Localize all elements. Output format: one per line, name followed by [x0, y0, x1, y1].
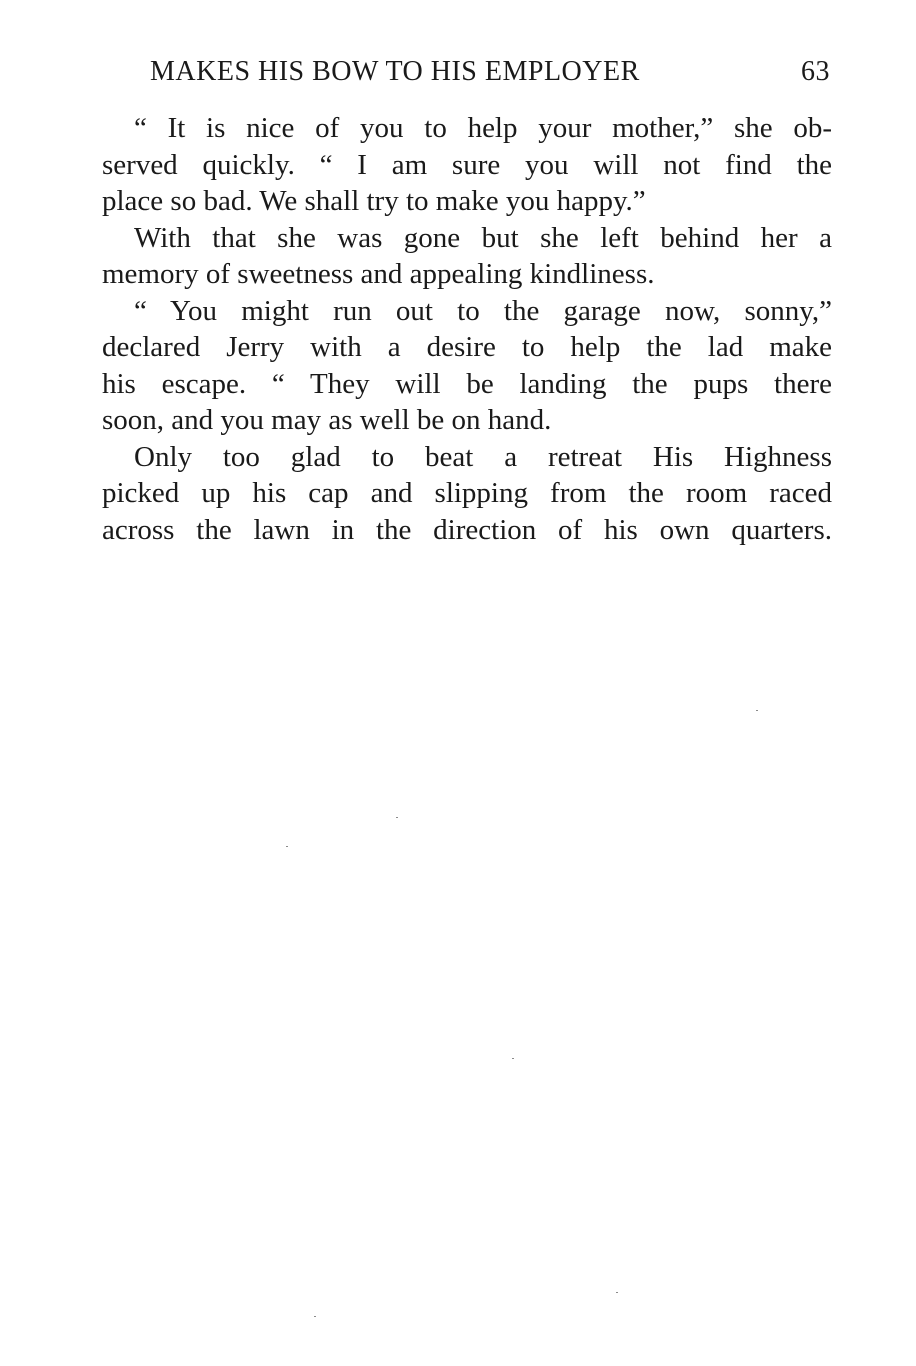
page-number: 63: [801, 56, 830, 87]
running-head: [150, 56, 830, 96]
paragraph-1-line-1: “ It is nice of you to help your mother,” she ob-: [134, 112, 832, 144]
scan-speck: [616, 1292, 618, 1293]
paragraph-4-line-1: Only too glad to beat a retreat His Highness: [134, 440, 832, 473]
paragraph-4-line-3: across the lawn in the direction of his own quarters.: [102, 513, 832, 546]
scan-speck: [286, 846, 288, 847]
paragraph-3-line-1: “ You might run out to the garage now, sonny,”: [134, 294, 832, 327]
body-text: [102, 110, 832, 548]
scan-speck: [314, 1316, 316, 1317]
paragraph-3-line-3: his escape. “ They will be landing the pups there: [102, 367, 832, 400]
paragraph-1-line-2: served quickly. “ I am sure you will not find the: [102, 148, 832, 181]
paragraph-4-line-2: picked up his cap and slipping from the room raced: [102, 477, 832, 509]
scan-speck: [756, 710, 758, 711]
paragraph-3-line-4: soon, and you may as well be on hand.: [102, 404, 552, 436]
paragraph-1-line-3: place so bad. We shall try to make you happy.”: [102, 185, 646, 217]
paragraph-2-line-1: With that she was gone but she left behind her a: [134, 221, 832, 254]
paragraph-3-line-2: declared Jerry with a desire to help the lad make: [102, 331, 832, 363]
scan-speck: [512, 1058, 514, 1059]
running-title: MAKES HIS BOW TO HIS EMPLOYER: [150, 56, 640, 87]
paragraph-2-line-2: memory of sweetness and appealing kindliness.: [102, 258, 655, 290]
scan-speck: [396, 817, 398, 818]
